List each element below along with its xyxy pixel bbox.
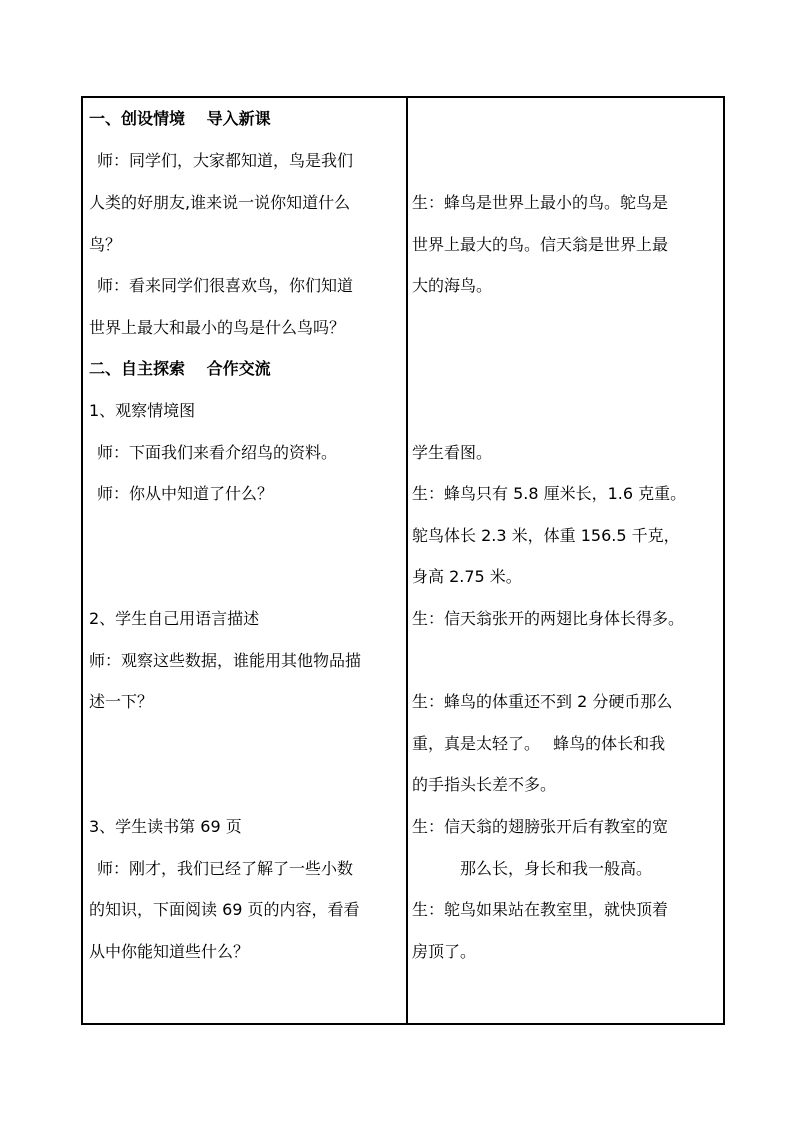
lesson-table (81, 96, 725, 1025)
teacher-line: 鸟？ (89, 235, 122, 254)
step-heading: 2、学生自己用语言描述 (89, 609, 260, 628)
teacher-line: 师：看来同学们很喜欢鸟，你们知道 (97, 276, 354, 295)
student-line: 生：鸵鸟如果站在教室里，就快顶着 (412, 900, 669, 919)
student-line: 生：信天翁张开的两翅比身体长得多。 (412, 609, 685, 628)
teacher-line: 人类的好朋友,谁来说一说你知道什么 (89, 193, 351, 212)
student-line: 那么长，身长和我一般高。 (460, 859, 653, 878)
student-line: 的手指头长差不多。 (412, 775, 557, 794)
student-line: 生：信天翁的翅膀张开后有教室的宽 (412, 817, 669, 836)
student-line: 房顶了。 (412, 942, 477, 961)
teacher-line: 师：观察这些数据，谁能用其他物品描 (89, 651, 362, 670)
step-heading: 1、观察情境图 (89, 401, 196, 420)
student-line: 大的海鸟。 (412, 276, 493, 295)
teacher-line: 的知识，下面阅读 69 页的内容，看看 (89, 900, 360, 919)
teacher-line: 师：下面我们来看介绍鸟的资料。 (97, 443, 338, 462)
step-heading: 3、学生读书第 69 页 (89, 817, 242, 836)
teacher-line: 述一下？ (89, 692, 154, 711)
teacher-line: 世界上最大和最小的鸟是什么鸟吗？ (89, 318, 346, 337)
teacher-line: 师：刚才，我们已经了解了一些小数 (97, 859, 354, 878)
student-line: 生：蜂鸟的体重还不到 2 分硬币那么 (412, 692, 673, 711)
teacher-line: 从中你能知道些什么？ (89, 942, 250, 961)
student-line: 世界上最大的鸟。信天翁是世界上最 (412, 235, 669, 254)
student-line: 学生看图。 (412, 443, 493, 462)
student-line: 重，真是太轻了。 蜂鸟的体长和我 (412, 734, 666, 753)
teacher-line: 师：你从中知道了什么？ (97, 484, 274, 503)
teacher-line: 师：同学们，大家都知道，鸟是我们 (97, 151, 354, 170)
column-divider (406, 98, 408, 1023)
student-line: 鸵鸟体长 2.3 米，体重 156.5 千克， (412, 526, 680, 545)
section-heading-2: 二、自主探索 合作交流 (89, 359, 271, 378)
section-heading-1: 一、创设情境 导入新课 (89, 109, 271, 128)
student-line: 身高 2.75 米。 (412, 567, 522, 586)
student-line: 生：蜂鸟是世界上最小的鸟。鸵鸟是 (412, 193, 669, 212)
student-line: 生：蜂鸟只有 5.8 厘米长，1.6 克重。 (412, 484, 687, 503)
